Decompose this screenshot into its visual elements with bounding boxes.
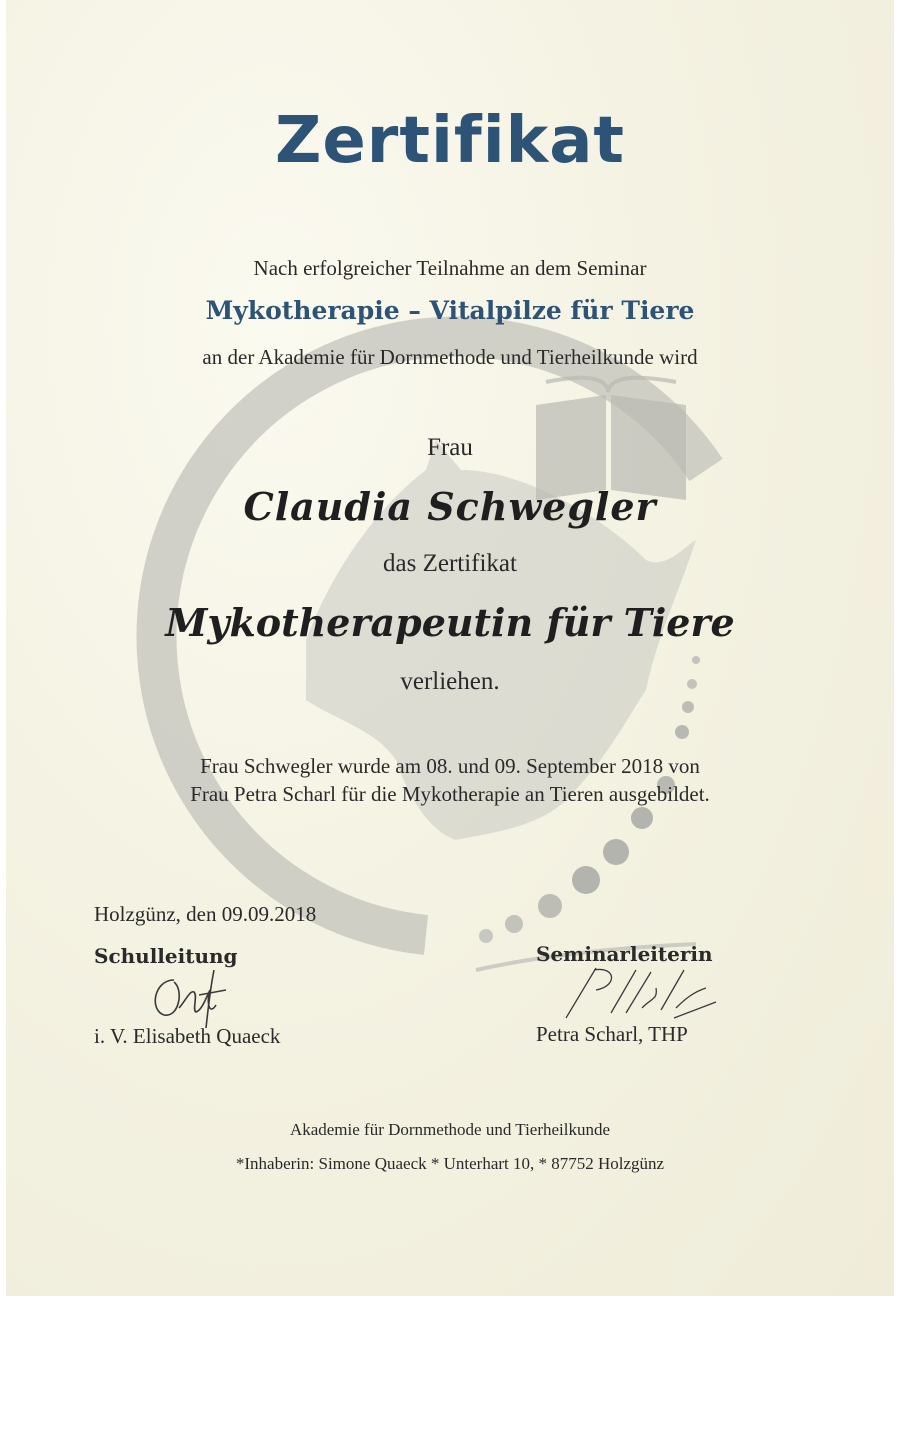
detail-line-2: Frau Petra Scharl für die Mykotherapie an Tieren ausgebildet. <box>190 782 710 806</box>
horse-book-logo-watermark <box>6 0 894 1296</box>
right-signer-name: Petra Scharl, THP <box>536 1022 688 1046</box>
awarded-text: verliehen. <box>400 668 500 695</box>
footer-academy: Akademie für Dornmethode und Tierheilkunde <box>289 1120 611 1139</box>
intro-line: Nach erfolgreicher Teilnahme an dem Seminar <box>253 256 647 280</box>
certificate-title: Zertifikat <box>274 104 626 178</box>
recipient-name: Claudia Schwegler <box>243 484 657 529</box>
place-date: Holzgünz, den 09.09.2018 <box>94 902 317 926</box>
academy-line: an der Akademie für Dornmethode und Tierheilkunde wird <box>202 345 698 369</box>
footer-owner-address: *Inhaberin: Simone Quaeck * Unterhart 10, * 87752 Holzgünz <box>235 1154 665 1173</box>
certificate-award-title: Mykotherapeutin für Tiere <box>165 600 735 645</box>
left-signer-name: i. V. Elisabeth Quaeck <box>94 1024 281 1048</box>
right-handwritten-signature <box>556 958 726 1028</box>
seminar-name: Mykotherapie – Vitalpilze für Tiere <box>205 296 695 325</box>
award-intro: das Zertifikat <box>383 550 517 577</box>
right-signature-label: Seminarleiterin <box>536 942 713 966</box>
certificate-paper <box>6 0 894 1296</box>
detail-line-1: Frau Schwegler wurde am 08. und 09. September 2018 von <box>200 754 700 778</box>
left-signature-label: Schulleitung <box>94 944 238 968</box>
salutation: Frau <box>427 434 473 461</box>
left-handwritten-signature <box>144 960 244 1030</box>
